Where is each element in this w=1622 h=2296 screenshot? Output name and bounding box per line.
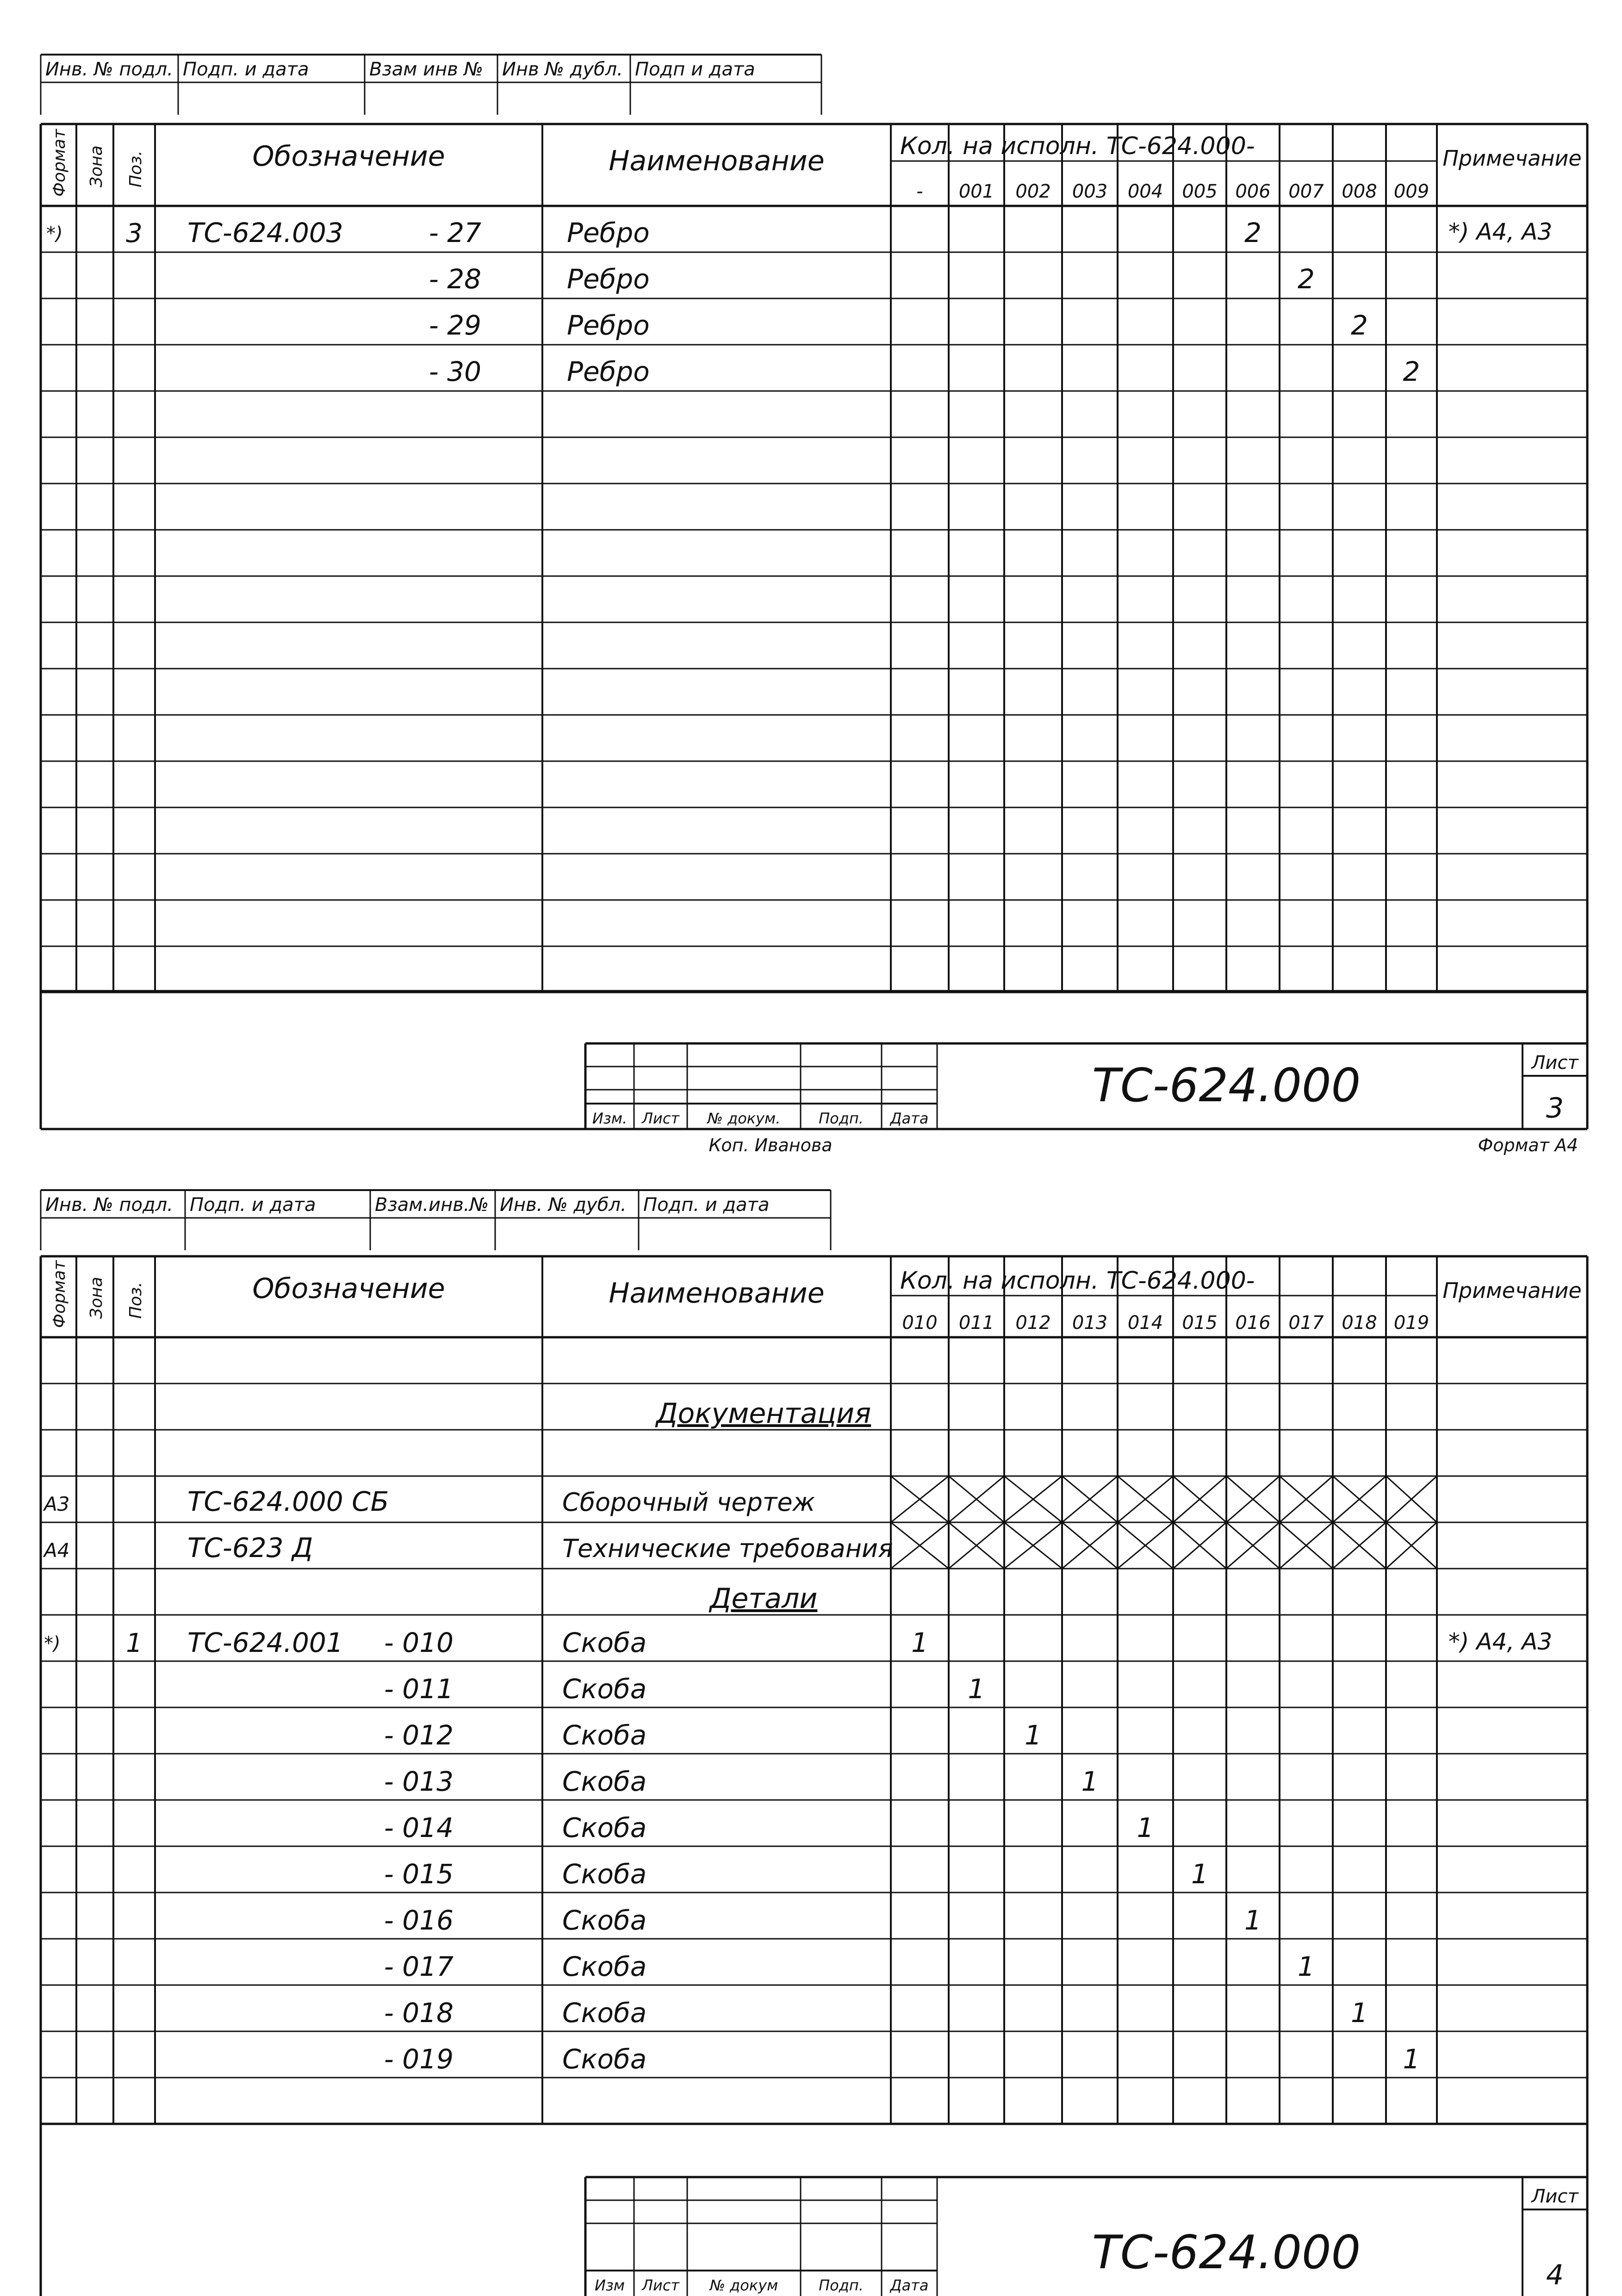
signature-header-label: Подп. и дата [183,59,309,80]
part-name: Скоба [562,1905,647,1936]
part-variant: - 017 [384,1951,454,1982]
row-variant: - 30 [429,356,481,387]
part-variant: - 015 [384,1858,454,1890]
stamp-label: Дата [890,1110,929,1127]
row-variant: - 29 [429,310,481,341]
stamp-label: № докум. [707,1110,781,1127]
qty-column-header: 007 [1288,181,1324,202]
signature-header-label: Взам.инв.№ [375,1194,489,1216]
sheet-number: 3 [1546,1092,1564,1124]
part-name: Скоба [562,1766,647,1797]
note-header: Примечание [1442,146,1582,171]
stamp-label: Дата [890,2277,929,2294]
copied-by: Коп. Иванова [708,1135,833,1155]
sheet-label: Лист [1531,1052,1578,1074]
signature-header-label: Инв. № подл. [45,59,173,80]
sheet-number: 4 [1546,2259,1564,2291]
section-parts: Детали [709,1582,818,1615]
part-variant: - 019 [384,2043,454,2075]
part-quantity: 1 [1298,1951,1315,1982]
part-designation: ТС-624.001 [187,1627,343,1658]
qty-column-header: 009 [1393,181,1429,202]
doc-designation: ТС-623 Д [187,1532,313,1564]
qty-column-header: - [916,181,923,202]
stamp-label: Изм. [592,1110,628,1127]
qty-column-header: 011 [958,1312,994,1334]
signature-header-label: Подп. и дата [190,1194,316,1216]
row-name: Ребро [567,310,650,341]
row-format: *) [46,223,63,244]
part-name: Скоба [562,1719,647,1751]
row-variant: - 27 [429,217,481,248]
qty-column-header: 003 [1072,181,1108,202]
part-variant: - 014 [384,1812,454,1843]
part-quantity: 1 [968,1673,985,1705]
qty-column-header: 004 [1127,181,1163,202]
doc-format: А3 [44,1493,70,1515]
row-note: *) А4, А3 [1448,218,1553,245]
doc-name: Технические требования [562,1534,893,1563]
stamp-label: Подп. [819,2277,864,2294]
qty-column-header: 016 [1235,1312,1271,1334]
zone-header: Зона [87,145,106,187]
part-position: 1 [126,1628,143,1658]
format-header: Формат [50,1260,69,1328]
row-position: 3 [126,218,143,248]
part-quantity: 1 [1191,1858,1208,1890]
format-header: Формат [50,129,69,197]
signature-header-label: Подп. и дата [643,1194,770,1216]
stamp-label: Изм [594,2277,625,2294]
part-quantity: 1 [1403,2043,1420,2075]
qty-group-header: Кол. на исполн. ТС-624.000- [900,132,1255,160]
signature-header-label: Инв. № подл. [45,1194,173,1216]
designation-header: Обозначение [252,1272,445,1305]
qty-column-header: 012 [1015,1312,1051,1334]
part-variant: - 016 [384,1905,454,1936]
part-format: *) [44,1633,61,1654]
signature-header-label: Подп и дата [635,59,755,80]
qty-column-header: 015 [1182,1312,1218,1334]
row-name: Ребро [567,217,650,248]
qty-column-header: 006 [1235,181,1271,202]
paper-format: Формат А4 [1478,1135,1578,1155]
part-quantity: 1 [1244,1905,1262,1936]
pos-header: Поз. [126,1282,145,1319]
row-quantity: 2 [1403,356,1420,387]
row-quantity: 2 [1244,217,1262,248]
part-name: Скоба [562,1627,647,1658]
part-variant: - 011 [384,1673,454,1705]
row-quantity: 2 [1298,263,1315,295]
row-variant: - 28 [429,263,481,295]
part-variant: - 018 [384,1997,454,2029]
row-name: Ребро [567,263,650,295]
note-header: Примечание [1442,1278,1582,1303]
signature-header-label: Взам инв № [369,59,484,80]
part-name: Скоба [562,1997,647,2029]
part-variant: - 013 [384,1766,454,1797]
row-name: Ребро [567,356,650,387]
part-quantity: 1 [1081,1766,1099,1797]
signature-header-label: Инв. № дубл. [500,1194,627,1216]
stamp-label: № докум [709,2277,778,2294]
qty-column-header: 013 [1072,1312,1108,1334]
part-name: Скоба [562,2043,647,2075]
part-quantity: 1 [1351,1997,1368,2029]
doc-format: А4 [44,1539,70,1562]
name-header: Наименование [609,1277,825,1309]
section-documentation: Документация [656,1397,871,1430]
part-name: Скоба [562,1812,647,1843]
stamp-label: Лист [641,1110,680,1127]
stamp-label: Подп. [819,1110,864,1127]
qty-group-header: Кол. на исполн. ТС-624.000- [900,1267,1255,1295]
qty-column-header: 010 [902,1312,938,1334]
qty-column-header: 018 [1342,1312,1377,1334]
doc-designation: ТС-624.000 СБ [187,1486,389,1517]
qty-column-header: 005 [1182,181,1218,202]
sheet-label: Лист [1531,2186,1578,2207]
part-note: *) А4, А3 [1448,1628,1553,1655]
part-variant: - 012 [384,1719,454,1751]
part-quantity: 1 [1137,1812,1154,1843]
signature-header-label: Инв № дубл. [502,59,623,80]
qty-column-header: 002 [1015,181,1051,202]
name-header: Наименование [609,145,825,177]
part-quantity: 1 [911,1627,928,1658]
part-variant: - 010 [384,1627,454,1658]
part-name: Скоба [562,1858,647,1890]
qty-column-header: 014 [1127,1312,1163,1334]
part-name: Скоба [562,1951,647,1982]
document-number: ТС-624.000 [1092,1058,1361,1112]
part-name: Скоба [562,1673,647,1705]
qty-column-header: 017 [1288,1312,1324,1334]
row-designation: ТС-624.003 [187,217,343,248]
stamp-label: Лист [641,2277,680,2294]
document-number: ТС-624.000 [1092,2225,1361,2279]
row-quantity: 2 [1351,310,1368,341]
qty-column-header: 001 [958,181,994,202]
zone-header: Зона [87,1277,106,1319]
qty-column-header: 019 [1393,1312,1429,1334]
doc-name: Сборочный чертеж [562,1488,815,1517]
qty-column-header: 008 [1342,181,1377,202]
designation-header: Обозначение [252,140,445,173]
part-quantity: 1 [1025,1719,1042,1751]
pos-header: Поз. [126,150,145,187]
